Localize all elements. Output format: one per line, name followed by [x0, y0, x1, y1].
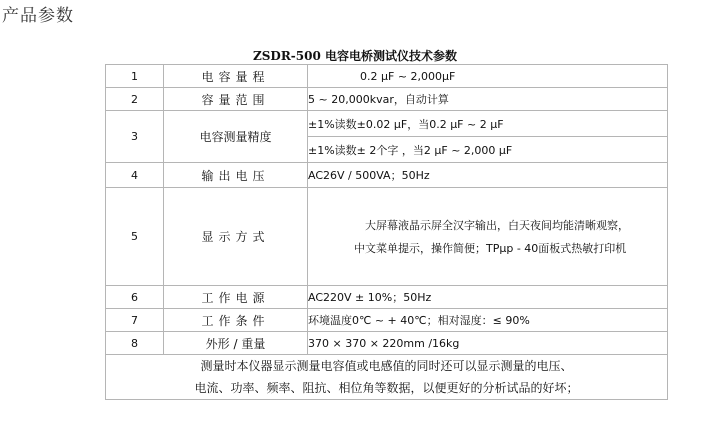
table-row: [106, 355, 668, 400]
row-number: 4: [106, 163, 164, 188]
parameter-value: ±1%读数±0.02 μF，当0.2 μF ~ 2 μF: [308, 111, 668, 137]
table-row: [106, 286, 668, 309]
parameter-value: AC220V ± 10%；50Hz: [308, 286, 668, 309]
parameter-value: 370 × 370 × 220mm /16kg: [308, 332, 668, 355]
table-row: [106, 111, 668, 137]
parameter-value: AC26V / 500VA；50Hz: [308, 163, 668, 188]
parameter-name: 显示方式: [164, 188, 308, 286]
parameter-value: [308, 188, 668, 286]
footer-line-1: 测量时本仪器显示测量电容值或电感值的同时还可以显示测量的电压、: [200, 359, 573, 373]
display-line-2: 中文菜单提示，操作简便；TPμp - 40面板式热敏打印机: [354, 241, 627, 255]
row-number: 6: [106, 286, 164, 309]
row-number: 2: [106, 88, 164, 111]
table-row: [106, 163, 668, 188]
parameter-value: 0.2 μF ~ 2,000μF: [308, 65, 668, 88]
parameter-value: 5 ~ 20,000kvar，自动计算: [308, 88, 668, 111]
parameter-name: 输出电压: [164, 163, 308, 188]
row-number: 3: [106, 111, 164, 163]
parameter-name: 电容量程: [164, 65, 308, 88]
parameter-value: 环境温度0℃ ~ + 40℃；相对湿度：≤ 90%: [308, 309, 668, 332]
row-number: 7: [106, 309, 164, 332]
table-row: [106, 188, 668, 286]
table-row: [106, 88, 668, 111]
display-line-1: 大屏幕液晶示屏全汉字输出，白天夜间均能清晰观察，: [365, 218, 629, 232]
table-row: [106, 65, 668, 88]
footer-note: [106, 355, 668, 400]
parameter-value: ±1%读数± 2个字 ，当2 μF ~ 2,000 μF: [308, 137, 668, 163]
parameter-name: 电容测量精度: [164, 111, 308, 163]
footer-line-2: 电流、功率、频率、阻抗、相位角等数据，以便更好的分析试品的好坏；: [194, 381, 579, 395]
table-row: [106, 309, 668, 332]
row-number: 1: [106, 65, 164, 88]
parameter-name: 工作电源: [164, 286, 308, 309]
row-number: 8: [106, 332, 164, 355]
parameter-name: 工作条件: [164, 309, 308, 332]
page-heading: 产品参数: [2, 6, 74, 26]
parameters-table: [105, 64, 668, 400]
table-title: ZSDR-500 电容电桥测试仪技术参数: [252, 49, 457, 63]
row-number: 5: [106, 188, 164, 286]
table-row: [106, 332, 668, 355]
parameter-name: 外形 / 重量: [164, 332, 308, 355]
parameter-name: 容量范围: [164, 88, 308, 111]
